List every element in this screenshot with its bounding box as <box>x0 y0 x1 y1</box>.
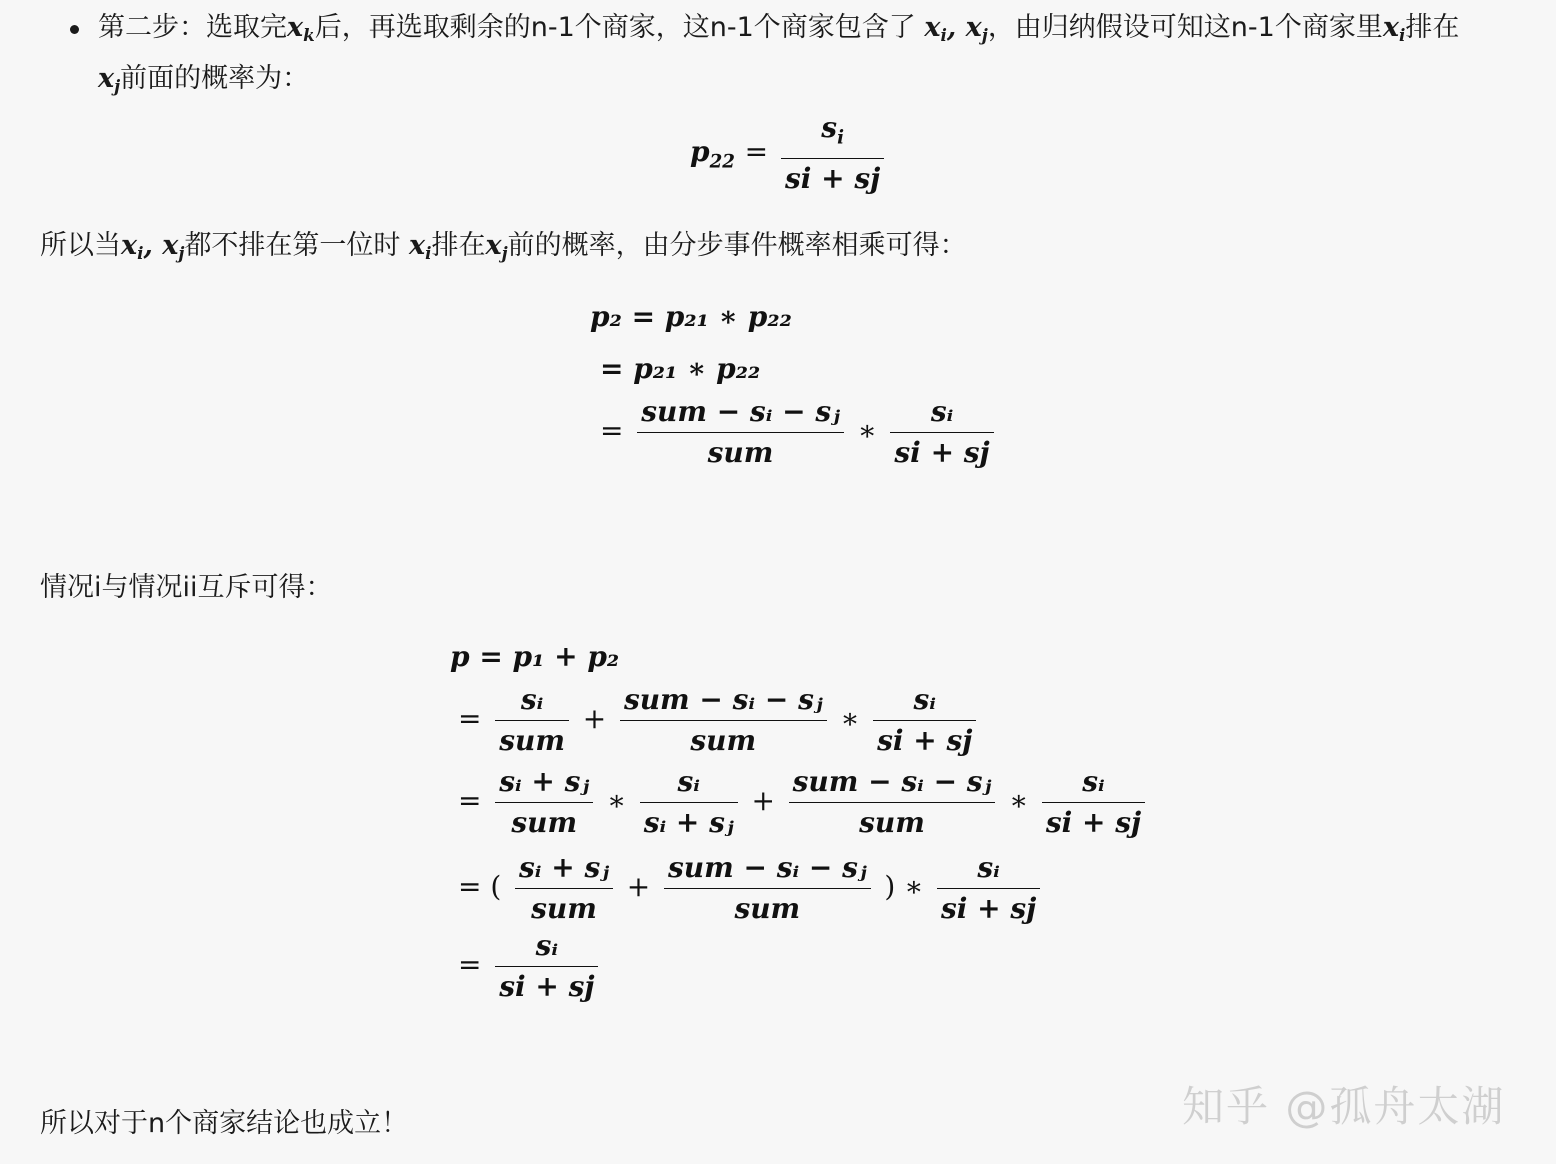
p-i-num: sum − sᵢ − sⱼ <box>664 852 871 889</box>
p-k-num: sᵢ <box>495 930 598 967</box>
p22-num: s <box>821 111 838 144</box>
p-d-den: sum <box>511 806 578 839</box>
p-e-num: sᵢ <box>640 766 738 803</box>
p-line4: = ( $\frac{\text{sᵢ + sⱼ}}{\text{sum}}$ + $\frac{\text{sum − sᵢ − sⱼ}}{\text{sum}}$ ) ∗ $\frac{\text{sᵢ}}{si + sj}$ <box>458 852 1044 925</box>
p-line3: = $\frac{\text{sᵢ + sⱼ}}{\text{sum}}$ ∗ $\frac{\text{sᵢ}}{\text{sᵢ + sⱼ}}$ + $\frac{\text{sum − sᵢ − sⱼ}}{\text{sum}}$ ∗ $\frac{\text{sᵢ}}{si + sj}$ <box>458 766 1149 839</box>
p-k-den: si + sj <box>499 970 595 1003</box>
p-b-num: sum − sᵢ − sⱼ <box>620 684 827 721</box>
formula-p2 <box>590 300 1010 490</box>
p-a-num: sᵢ <box>495 684 569 721</box>
p-e-den: sᵢ + sⱼ <box>643 806 734 839</box>
p-c-den: si + sj <box>877 724 973 757</box>
var-xk: $x_k$ <box>287 12 315 46</box>
p-g-den: si + sj <box>1045 806 1142 839</box>
var-xj-2: $x_j$ <box>485 230 508 264</box>
p-h-den: sum <box>531 892 597 925</box>
p2-den2: si + sj <box>894 436 990 469</box>
p22-den: si + sj <box>785 162 881 196</box>
p-i-den: sum <box>734 892 801 925</box>
para2-t4: 前的概率，由分步事件概率相乘可得： <box>507 230 967 261</box>
p-d-num: sᵢ + sⱼ <box>495 766 593 803</box>
p22-num-sub: i <box>837 127 844 149</box>
para2-t2: 都不排在第一位时 <box>184 230 410 261</box>
step2-t2: 后，再选取剩余的n-1个商家，这n-1个商家包含了 <box>314 12 925 43</box>
p2-line1: p₂ = p₂₁ ∗ p₂₂ <box>590 300 792 333</box>
p-g-num: sᵢ <box>1042 766 1145 803</box>
p-a-den: sum <box>499 724 565 757</box>
para-mutual-exclusive: 情况i与情况ii互斥可得： <box>40 572 333 603</box>
zhihu-watermark: 知乎 @孤舟太湖 <box>1182 1082 1506 1131</box>
var-xi-2: $x_i$ <box>409 230 432 264</box>
var-xi-xj-2: $x_i$, $x_j$ <box>121 230 185 264</box>
para-p2-intro <box>40 224 967 275</box>
p-c-num: sᵢ <box>873 684 976 721</box>
p22-lhs-sub: 22 <box>709 151 735 173</box>
p2-line3: = $\frac{\text{sum − sᵢ − sⱼ}}{\text{sum}}$ ∗ $\frac{\text{sᵢ}}{si + sj}$ <box>600 396 998 469</box>
step2-t5: 前面的概率为： <box>120 63 310 95</box>
p-line2: = $\frac{\text{sᵢ}}{\text{sum}}$ + $\frac{\text{sum − sᵢ − sⱼ}}{\text{sum}}$ ∗ $\frac{\text{sᵢ}}{si + sj}$ <box>458 684 980 757</box>
p-line5: = $\frac{\text{sᵢ}}{si + sj}$ <box>458 930 602 1003</box>
p22-lhs: p <box>690 135 710 169</box>
step2-t4: 排在 <box>1405 12 1460 43</box>
var-xi: $x_i$ <box>1382 12 1406 46</box>
bullet-step2 <box>70 6 1530 108</box>
para2-t1: 所以当 <box>40 230 121 261</box>
step2-t3: ，由归纳假设可知这n-1个商家里 <box>987 12 1383 43</box>
formula-p <box>450 640 1150 1020</box>
p-f-den: sum <box>859 806 925 839</box>
p-j-den: si + sj <box>941 892 1037 925</box>
p-b-den: sum <box>690 724 757 757</box>
var-xi-xj: $x_i$, $x_j$ <box>924 12 988 46</box>
p2-num2: sᵢ <box>890 396 993 433</box>
step2-t1: 第二步：选取完 <box>98 12 287 43</box>
p-j-num: sᵢ <box>937 852 1040 889</box>
var-xj: $x_j$ <box>98 63 121 97</box>
p2-line2: = p₂₁ ∗ p₂₂ <box>600 352 761 385</box>
p-h-num: sᵢ + sⱼ <box>515 852 613 889</box>
para2-t3: 排在 <box>431 230 486 261</box>
formula-p22: $p_{22}$ = $\frac{s_i}{si + sj}$ <box>690 112 888 195</box>
bullet-dot <box>70 25 79 34</box>
p2-den1: sum <box>707 436 774 469</box>
p-line1: p = p₁ + p₂ <box>450 640 620 673</box>
p-f-num: sum − sᵢ − sⱼ <box>789 766 996 803</box>
p2-num1: sum − sᵢ − sⱼ <box>637 396 844 433</box>
step2-text <box>98 6 1530 108</box>
para-conclusion: 所以对于n个商家结论也成立！ <box>40 1108 409 1139</box>
p22-fraction <box>781 112 884 195</box>
